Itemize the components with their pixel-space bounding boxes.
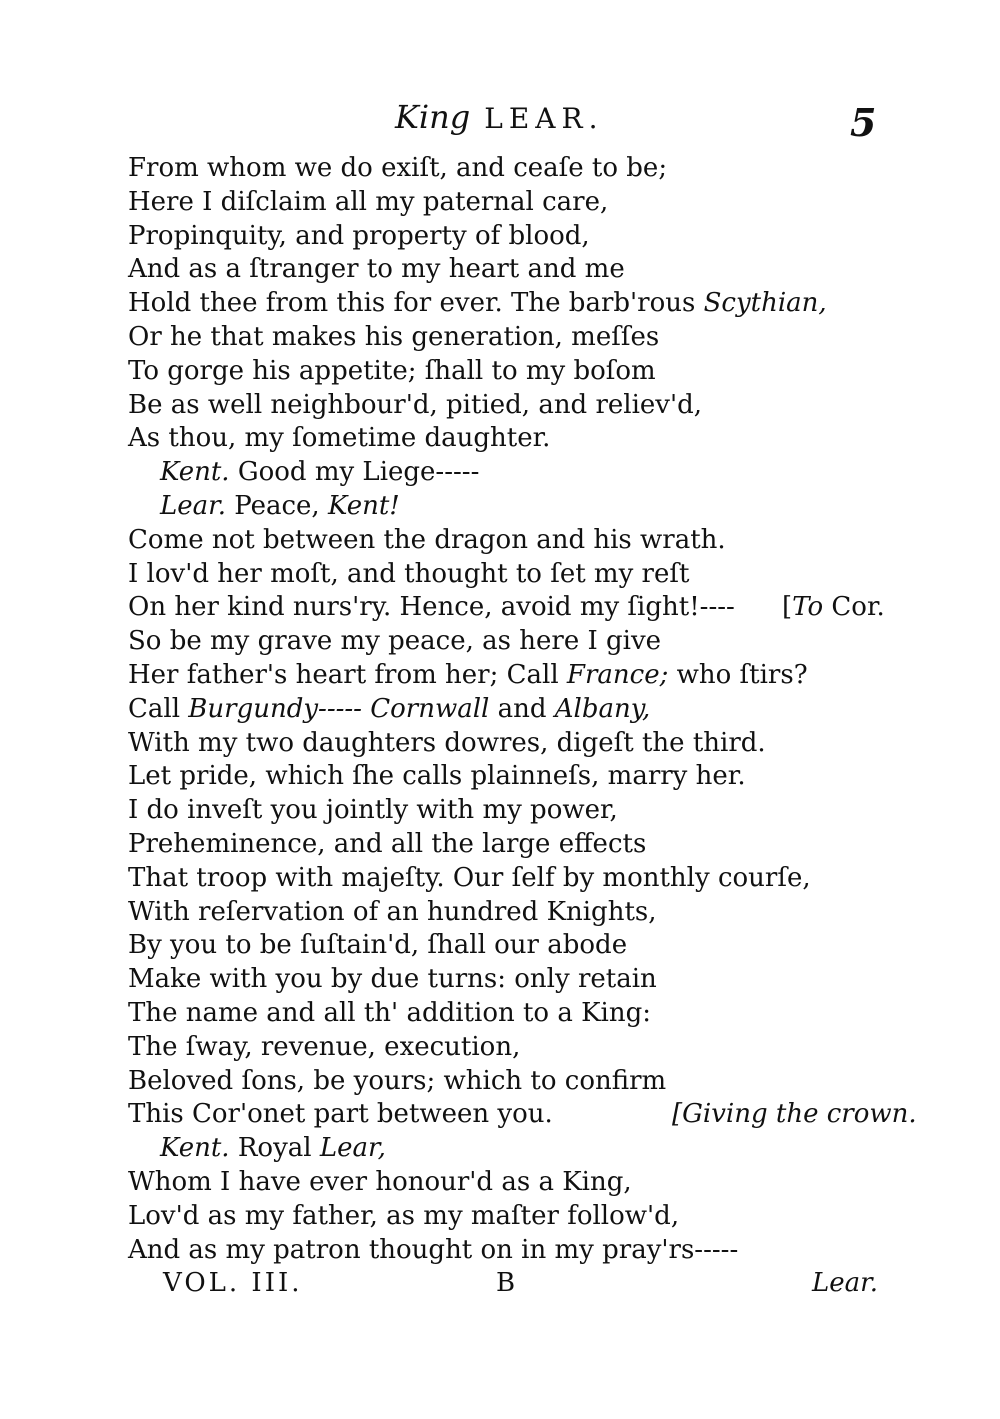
italic-name: Albany, [554, 693, 651, 724]
verse-line: Preheminence, and all the large effects [128, 828, 647, 859]
verse-line: As thou, my ſometime daughter. [128, 423, 551, 454]
verse-line: Her father's heart from her; Call France; who ſtirs? [128, 659, 808, 690]
verse-line: I lov'd her moſt, and thought to ſet my reſt [128, 558, 690, 589]
verse-line: Come not between the dragon and his wrath. [128, 524, 726, 555]
italic-name: Kent! [327, 490, 400, 521]
verse-line: Let pride, which ſhe calls plainneſs, marry her. [128, 761, 746, 792]
italic-name: France; [566, 659, 669, 690]
verse-line: Or he that makes his generation, meſſes [128, 321, 660, 352]
running-title-caps: LEAR. [484, 102, 604, 135]
italic-name: Lear, [319, 1133, 386, 1164]
italic-name: Scythian, [703, 288, 827, 319]
stage-direction: [To Cor. [782, 592, 885, 623]
verse-line: The name and all th' addition to a King: [128, 997, 651, 1028]
speech-line: Lear. Peace, Kent! [160, 490, 400, 521]
running-title [395, 98, 603, 136]
verse-line: Here I diſclaim all my paternal care, [128, 186, 609, 217]
page-number: 5 [850, 100, 877, 145]
verse-line: To gorge his appetite; ſhall to my boſom [128, 355, 656, 386]
verse-line: Be as well neighbour'd, pitied, and reliev'd, [128, 389, 703, 420]
volume-marker: VOL. III. [163, 1268, 303, 1298]
verse-line: Lov'd as my father, as my maſter follow'd, [128, 1200, 680, 1231]
verse-line: The ſway, revenue, execution, [128, 1031, 521, 1062]
verse-line: So be my grave my peace, as here I give [128, 626, 662, 657]
verse-line: Beloved ſons, be yours; which to confirm [128, 1065, 667, 1096]
verse-line: Propinquity, and property of blood, [128, 220, 590, 251]
speech-line: Kent. Good my Liege----- [160, 457, 480, 488]
speaker-name: Kent. [160, 457, 230, 488]
speaker-name: Kent. [160, 1133, 230, 1164]
verse-line: Hold thee from this for ever. The barb'rous Scythian, [128, 288, 827, 319]
verse-line: On her kind nurs'ry. Hence, avoid my ſight!---- [To Cor. [0, 591, 1000, 625]
page-footer [0, 1268, 1000, 1308]
verse-line: From whom we do exiſt, and ceaſe to be; [128, 153, 668, 183]
verse-line: And as a ſtranger to my heart and me [128, 254, 625, 285]
verse-line: Call Burgundy----- Cornwall and Albany, [128, 693, 651, 724]
verse-line: That troop with majeſty. Our ſelf by monthly courſe, [128, 862, 811, 893]
verse-line: I do inveſt you jointly with my power, [128, 795, 618, 826]
running-title-italic: King [395, 98, 471, 136]
stage-direction: [Giving the crown. [672, 1099, 917, 1130]
verse-text [0, 152, 1000, 1267]
speech-line: Kent. Royal Lear, [160, 1133, 386, 1164]
verse-line: With my two daughters dowres, digeſt the third. [128, 727, 766, 758]
verse-line: This Cor'onet part between you. [Giving the crown. [0, 1098, 1000, 1132]
verse-line: Whom I have ever honour'd as a King, [128, 1166, 632, 1197]
speaker-name: Lear. [160, 490, 226, 521]
italic-name: Burgundy----- Cornwall [188, 693, 490, 724]
catchword: Lear. [812, 1268, 878, 1298]
verse-line: By you to be ſuſtain'd, ſhall our abode [128, 930, 628, 961]
verse-line: And as my patron thought on in my pray'rs----- [128, 1234, 739, 1265]
verse-line: With reſervation of an hundred Knights, [128, 896, 657, 927]
signature-mark: B [496, 1268, 516, 1298]
page-header [0, 98, 1000, 148]
verse-line: Make with you by due turns: only retain [128, 964, 657, 995]
